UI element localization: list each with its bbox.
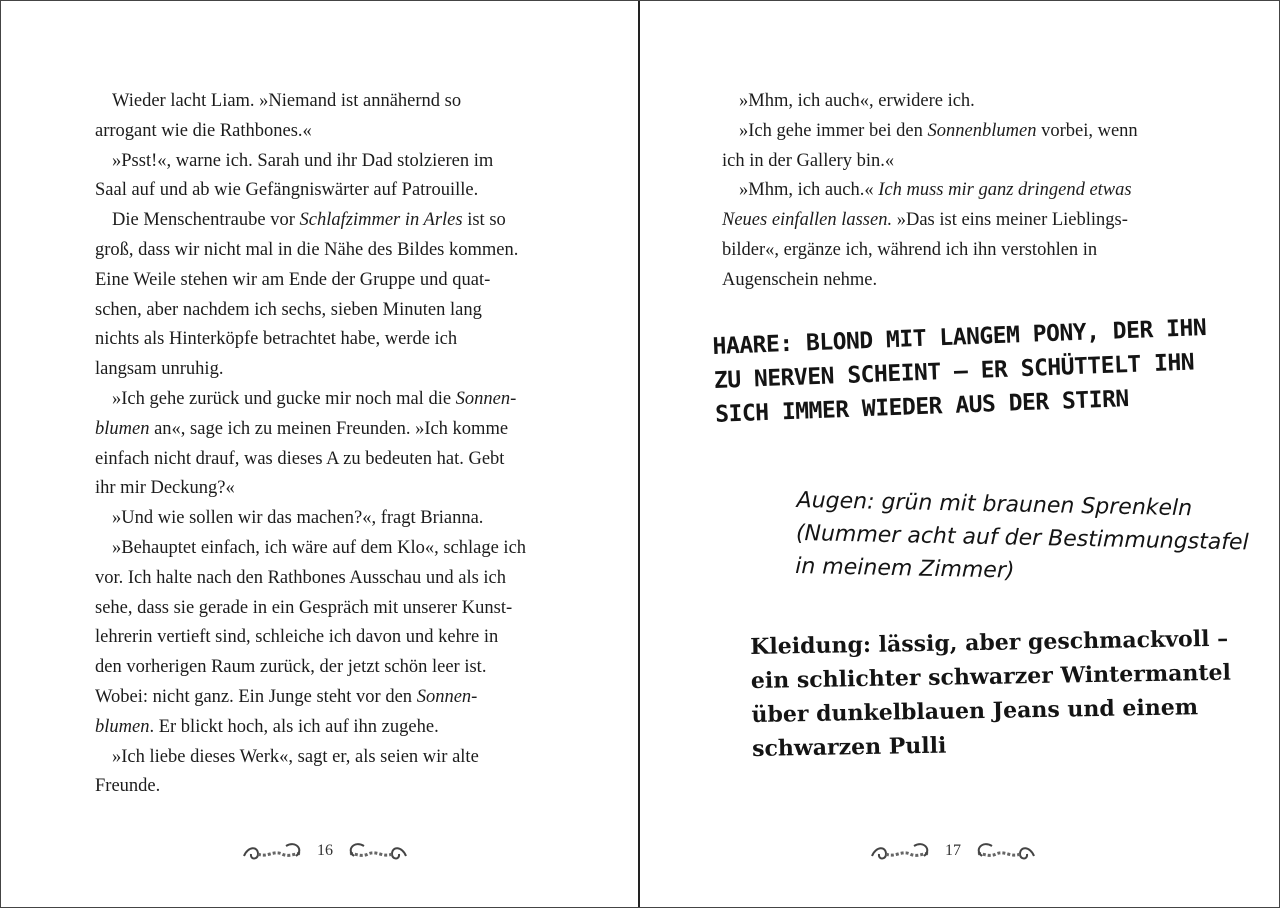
text-line — [95, 713, 565, 743]
text-line: schen, aber nachdem ich sechs, sieben Minuten lang — [95, 299, 482, 320]
text-line: »Psst!«, warne ich. Sarah und ihr Dad stolzieren im — [112, 150, 494, 171]
text-line: ihr mir Deckung?« — [95, 478, 235, 499]
text-line — [95, 683, 565, 713]
text-run: »Ich gehe zurück und gucke mir noch mal die — [112, 388, 456, 409]
italic-run: Sonnen- — [416, 686, 478, 707]
text-run: Die Menschentraube vor — [112, 210, 300, 231]
note-line: SICH IMMER WIEDER AUS DER STIRN — [714, 386, 1130, 428]
italic-run: Schlafzimmer in Arles — [299, 210, 463, 231]
italic-run: Sonnenblumen — [927, 120, 1037, 141]
right-page — [640, 0, 1280, 908]
text-line — [95, 206, 565, 236]
text-line — [722, 206, 1192, 236]
note-line: Augen: grün mit braunen Sprenkeln — [796, 487, 1193, 522]
text-run: »Das ist eins meiner Lieblings- — [892, 210, 1128, 231]
text-run: Wobei: nicht ganz. Ein Junge steht vor den — [95, 686, 417, 707]
text-line: arrogant wie die Rathbones.« — [95, 120, 312, 141]
handwritten-note-hair — [712, 311, 1209, 432]
page-number: 16 — [317, 842, 333, 859]
text-line: groß, dass wir nicht mal in die Nähe des Bildes kommen. — [95, 239, 519, 260]
right-folio — [868, 836, 1038, 868]
right-body-text — [722, 87, 1192, 296]
text-line: den vorherigen Raum zurück, der jetzt schön leer ist. — [95, 657, 487, 678]
text-run: . Er blickt hoch, als ich auf ihn zugehe. — [149, 716, 439, 737]
text-line: »Behauptet einfach, ich wäre auf dem Klo«, schlage ich — [112, 537, 527, 558]
note-line: ZU NERVEN SCHEINT – ER SCHÜTTELT IHN — [713, 349, 1195, 394]
text-line: ich in der Gallery bin.« — [722, 150, 895, 171]
text-line: Saal auf und ab wie Gefängniswärter auf Patrouille. — [95, 180, 479, 201]
italic-run: blumen — [95, 418, 150, 439]
text-line: Wieder lacht Liam. »Niemand ist annähernd so — [112, 91, 462, 111]
text-line: »Mhm, ich auch«, erwidere ich. — [739, 91, 975, 111]
note-line: ein schlichter schwarzer Wintermantel — [750, 659, 1232, 694]
text-line — [722, 117, 1192, 147]
text-line — [722, 176, 1192, 206]
text-line — [95, 415, 565, 445]
text-line: »Ich liebe dieses Werk«, sagt er, als seien wir alte — [112, 746, 479, 767]
handwritten-note-clothes — [750, 622, 1232, 766]
note-line: schwarzen Pulli — [751, 732, 947, 762]
note-line: HAARE: BLOND MIT LANGEM PONY, DER IHN — [712, 315, 1207, 360]
text-run: vorbei, wenn — [1036, 120, 1138, 141]
swirl-ornament-icon — [868, 836, 934, 868]
text-line — [95, 385, 565, 415]
text-line: »Und wie sollen wir das machen?«, fragt Brianna. — [112, 508, 484, 529]
note-line: über dunkelblauen Jeans und einem — [751, 694, 1199, 728]
left-body-text — [95, 87, 565, 802]
italic-run: Neues einfallen lassen. — [722, 210, 893, 231]
text-line: sehe, dass sie gerade in ein Gespräch mit unserer Kunst- — [95, 597, 513, 618]
text-line: Augenschein nehme. — [722, 269, 878, 290]
swirl-ornament-icon — [240, 836, 306, 868]
text-line: vor. Ich halte nach den Rathbones Ausschau und als ich — [95, 567, 507, 588]
text-line: lehrerin vertieft sind, schleiche ich davon und kehre in — [95, 627, 499, 648]
italic-run: Sonnen- — [455, 388, 517, 409]
text-line: einfach nicht drauf, was dieses A zu bedeuten hat. Gebt — [95, 448, 505, 469]
italic-run: blumen — [95, 716, 150, 737]
text-line: nichts als Hinterköpfe betrachtet habe, werde ich — [95, 329, 458, 350]
note-line: Kleidung: lässig, aber geschmackvoll – — [750, 625, 1229, 660]
page-number: 17 — [945, 842, 961, 859]
text-line: bilder«, ergänze ich, während ich ihn verstohlen in — [722, 239, 1098, 260]
swirl-ornament-icon — [344, 836, 410, 868]
text-line: langsam unruhig. — [95, 359, 224, 380]
handwritten-note-eyes — [795, 484, 1250, 592]
italic-run: Ich muss mir ganz dringend etwas — [878, 180, 1132, 201]
text-line: Eine Weile stehen wir am Ende der Gruppe und quat- — [95, 269, 491, 290]
text-run: »Mhm, ich auch.« — [739, 180, 879, 201]
text-run: »Ich gehe immer bei den — [739, 120, 928, 141]
note-line: (Nummer acht auf der Bestimmungstafel — [795, 520, 1249, 556]
text-run: an«, sage ich zu meinen Freunden. »Ich komme — [149, 418, 509, 439]
text-line: Freunde. — [95, 776, 161, 797]
text-run: ist so — [462, 210, 506, 231]
left-folio — [240, 836, 410, 868]
note-line: in meinem Zimmer) — [795, 553, 1015, 584]
swirl-ornament-icon — [972, 836, 1038, 868]
